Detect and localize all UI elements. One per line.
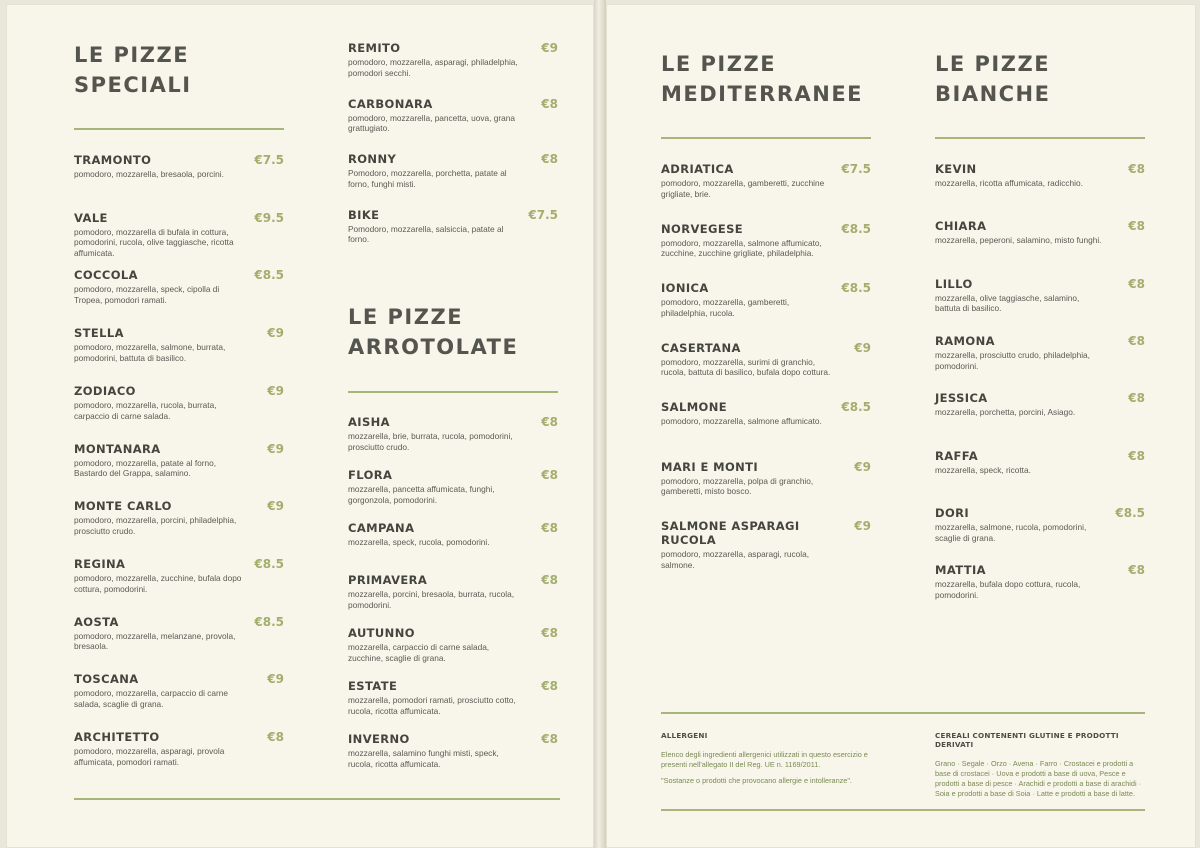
cereali-block [935, 731, 1145, 799]
pizza-price: €9 [854, 340, 871, 355]
menu-item [348, 521, 558, 548]
pizza-ingredients: mozzarella, pomodori ramati, prosciutto cotto, rucola, ricotta affumicata. [348, 695, 516, 716]
menu-item [74, 384, 284, 422]
menu-item [935, 162, 1145, 189]
menu-item [661, 162, 871, 200]
pizza-name: BIKE [348, 207, 380, 222]
pizza-ingredients: pomodoro, mozzarella, surimi di granchio, rucola, battuta di basilico, bufala dopo cottura. [661, 356, 831, 378]
pizza-ingredients: pomodoro, mozzarella, pancetta, uova, grana grattugiato. [348, 112, 515, 134]
cereali-title: CEREALI CONTENENTI GLUTINE E PRODOTTI DERIVATI [935, 731, 1119, 749]
menu-item-header [348, 679, 558, 693]
menu-item-header [935, 277, 1145, 291]
pizza-name: INVERNO [348, 731, 410, 746]
menu-item [348, 626, 558, 664]
pizza-price: €8 [1128, 448, 1145, 463]
pizza-ingredients: mozzarella, porcini, bresaola, burrata, rucola, pomodorini. [348, 589, 515, 611]
menu-item [935, 334, 1145, 372]
menu-item [661, 341, 871, 379]
pizza-ingredients: mozzarella, carpaccio di carne salada, zucchine, scaglie di grana. [348, 642, 490, 663]
menu-item [348, 208, 558, 246]
pizza-ingredients: mozzarella, pancetta affumicata, funghi, gorgonzola, pomodorini. [348, 483, 495, 505]
menu-item-header [348, 208, 558, 222]
menu-item [935, 506, 1145, 544]
pizza-name: CAMPANA [348, 520, 415, 535]
pizza-price: €9 [541, 41, 558, 55]
pizza-ingredients: pomodoro, mozzarella, zucchine, bufala dopo cottura, pomodorini. [74, 572, 242, 594]
menu-item-header [348, 732, 558, 746]
menu-item-header [661, 162, 871, 176]
allergeni-title: ALLERGENI [661, 731, 708, 740]
pizza-price: €9 [267, 383, 284, 398]
menu-item-header [74, 442, 284, 456]
pizza-name: AISHA [348, 415, 390, 429]
pizza-ingredients: Pomodoro, mozzarella, salsiccia, patate al forno. [348, 223, 504, 245]
pizza-price: €9.5 [254, 210, 284, 225]
allergeni-note: "Sostanze o prodotti che provocano allergie e intolleranze". [661, 776, 852, 785]
pizza-price: €8.5 [254, 614, 284, 629]
right-allergen-top-rule [661, 712, 1145, 714]
bianche-column [935, 49, 1145, 609]
menu-item-header [661, 222, 871, 236]
pizza-name: MONTE CARLO [74, 499, 172, 514]
pizza-price: €8 [541, 626, 558, 641]
menu-item [74, 557, 284, 595]
pizza-ingredients: pomodoro, mozzarella di bufala in cottura, pomodorini, rucola, olive taggiasche, ricotta affumicata. [74, 226, 234, 259]
pizza-ingredients: pomodoro, mozzarella, melanzane, provola, bresaola. [74, 630, 236, 652]
speciali-title-rule [74, 128, 284, 130]
menu-item-header [348, 521, 558, 535]
pizza-price: €8 [1128, 219, 1145, 234]
menu-item [661, 519, 871, 571]
pizza-name: CASERTANA [661, 340, 741, 355]
menu-item-header [935, 334, 1145, 348]
pizza-ingredients: pomodoro, mozzarella, asparagi, rucola, salmone. [661, 549, 810, 570]
pizza-ingredients: pomodoro, mozzarella, asparagi, provola affumicata, pomodori ramati. [74, 746, 225, 767]
menu-item [74, 499, 284, 537]
pizza-price: €8.5 [841, 221, 871, 236]
menu-item-header [348, 97, 558, 111]
menu-item-header [661, 400, 871, 414]
menu-item-header [661, 460, 871, 474]
menu-item [74, 211, 284, 259]
mediterranee-column [661, 49, 871, 609]
pizza-name: COCCOLA [74, 268, 138, 283]
menu-item [661, 222, 871, 260]
menu-item-header [74, 384, 284, 398]
pizza-price: €9 [267, 326, 284, 341]
menu-item-header [348, 41, 558, 55]
menu-item-header [74, 153, 284, 167]
pizza-price: €9 [267, 441, 284, 456]
pizza-name: AUTUNNO [348, 626, 415, 641]
menu-item [935, 563, 1145, 601]
arrotolate-title: LE PIZZE ARROTOLATE [348, 305, 519, 359]
menu-item [348, 468, 558, 506]
pizza-price: €8 [541, 96, 558, 111]
pizza-name: VALE [74, 210, 108, 225]
menu-item-header [348, 152, 558, 166]
pizza-ingredients: pomodoro, mozzarella, carpaccio di carne salada, scaglie di grana. [74, 688, 229, 710]
menu-item [74, 153, 284, 180]
pizza-price: €9 [854, 459, 871, 474]
pizza-price: €8 [1128, 276, 1145, 291]
pizza-price: €8.5 [1115, 505, 1145, 520]
menu-item-header [348, 573, 558, 587]
menu-item [661, 400, 871, 427]
pizza-ingredients: mozzarella, prosciutto crudo, philadelphia, pomodorini. [935, 349, 1090, 371]
pizza-price: €9 [854, 519, 871, 533]
pizza-ingredients: mozzarella, bufala dopo cottura, rucola, pomodorini. [935, 579, 1081, 600]
pizza-name: RONNY [348, 152, 397, 166]
menu-item-header [74, 730, 284, 744]
cereali-text: Grano · Segale · Orzo · Avena · Farro · Crostacei e prodotti a base di crostacei · Uova e prodotti a base di uova, Pesce e prodotti a base di pesce · Arachidi e prodotti a base di arachidi · Soia e prodotti a base di Soia · Latte e prodotti a base di latte. [935, 759, 1142, 798]
pizza-name: NORVEGESE [661, 221, 744, 236]
menu-item [348, 97, 558, 135]
pizza-ingredients: mozzarella, speck, ricotta. [935, 464, 1031, 475]
pizza-name: JESSICA [935, 391, 988, 406]
bianche-title-rule [935, 137, 1145, 139]
pizza-price: €8 [1128, 162, 1145, 176]
menu-item-header [348, 626, 558, 640]
menu-item-header [74, 672, 284, 686]
pizza-ingredients: pomodoro, mozzarella, speck, cipolla di Tropea, pomodori ramati. [74, 284, 220, 306]
allergeni-block [661, 731, 871, 786]
pizza-name: MARI E MONTI [661, 459, 759, 474]
pizza-ingredients: mozzarella, salmone, rucola, pomodorini, scaglie di grana. [935, 521, 1087, 543]
pizza-price: €9 [267, 672, 284, 687]
menu-item [661, 460, 871, 498]
pizza-price: €8 [541, 679, 558, 693]
pizza-ingredients: pomodoro, mozzarella, patate al forno, Bastardo del Grappa, salamino. [74, 457, 217, 479]
menu-item-header [661, 281, 871, 295]
pizza-price: €8.5 [841, 400, 871, 414]
menu-item-header [74, 615, 284, 629]
pizza-name: KEVIN [935, 162, 977, 176]
pizza-name: MONTANARA [74, 441, 161, 456]
menu-item-header [661, 519, 871, 547]
menu-item-header [935, 391, 1145, 405]
menu-item [935, 277, 1145, 315]
menu-item [74, 615, 284, 653]
menu-item-header [935, 506, 1145, 520]
pizza-ingredients: mozzarella, salamino funghi misti, speck, rucola, ricotta affumicata. [348, 747, 499, 769]
pizza-price: €8 [541, 152, 558, 166]
speciali-column [74, 40, 284, 780]
pizza-name: DORI [935, 505, 970, 520]
pizza-ingredients: pomodoro, mozzarella, gamberetti, philadelphia, rucola. [661, 297, 790, 318]
pizza-name: REGINA [74, 556, 126, 571]
menu-item [661, 281, 871, 319]
pizza-ingredients: pomodoro, mozzarella, salmone affumicato, zucchine, zucchine grigliate, philadelphia. [661, 237, 822, 259]
pizza-price: €8 [541, 467, 558, 482]
pizza-name: CARBONARA [348, 96, 433, 111]
pizza-ingredients: mozzarella, speck, rucola, pomodorini. [348, 536, 490, 547]
speciali-title: LE PIZZE SPECIALI [74, 43, 192, 97]
mediterranee-title-rule [661, 137, 871, 139]
pizza-name: FLORA [348, 467, 393, 482]
pizza-name: SALMONE ASPARAGI RUCOLA [661, 519, 800, 547]
menu-item [74, 268, 284, 306]
pizza-name: REMITO [348, 41, 401, 55]
menu-item-header [74, 557, 284, 571]
pizza-name: LILLO [935, 276, 973, 291]
speciali-continued-column [348, 41, 558, 261]
menu-item [935, 219, 1145, 246]
pizza-price: €8 [541, 415, 558, 429]
pizza-price: €8.5 [254, 556, 284, 571]
pizza-price: €8 [1128, 391, 1145, 406]
pizza-price: €8 [1128, 563, 1145, 578]
pizza-ingredients: mozzarella, porchetta, porcini, Asiago. [935, 407, 1076, 418]
pizza-ingredients: pomodoro, mozzarella, bresaola, porcini. [74, 169, 224, 179]
right-bottom-rule [661, 809, 1145, 811]
pizza-price: €8 [267, 730, 284, 744]
pizza-name: PRIMAVERA [348, 573, 428, 588]
arrotolate-column [348, 302, 558, 782]
pizza-price: €8 [541, 573, 558, 588]
pizza-name: ARCHITETTO [74, 730, 160, 744]
left-bottom-rule [74, 798, 560, 800]
pizza-name: STELLA [74, 326, 124, 341]
pizza-price: €7.5 [841, 162, 871, 176]
menu-item-header [935, 563, 1145, 577]
menu-item [74, 442, 284, 480]
pizza-ingredients: mozzarella, olive taggiasche, salamino, battuta di basilico. [935, 292, 1080, 314]
pizza-ingredients: pomodoro, mozzarella, polpa di granchio, gamberetti, misto bosco. [661, 475, 814, 497]
menu-item-header [935, 162, 1145, 176]
pizza-name: RAMONA [935, 333, 995, 348]
pizza-ingredients: pomodoro, mozzarella, rucola, burrata, carpaccio di carne salada. [74, 399, 217, 421]
pizza-ingredients: pomodoro, mozzarella, porcini, philadelphia, prosciutto crudo. [74, 515, 237, 536]
pizza-name: CHIARA [935, 219, 987, 234]
pizza-name: SALMONE [661, 400, 728, 414]
pizza-name: ESTATE [348, 679, 398, 693]
menu-item-header [661, 341, 871, 355]
pizza-price: €8.5 [254, 268, 284, 283]
pizza-name: MATTIA [935, 563, 986, 578]
menu-item-header [935, 219, 1145, 233]
menu-item-header [74, 268, 284, 282]
menu-item [74, 672, 284, 710]
pizza-ingredients: pomodoro, mozzarella, asparagi, philadelphia, pomodori secchi. [348, 57, 518, 78]
menu-item-header [348, 415, 558, 429]
menu-item [348, 152, 558, 190]
pizza-name: TOSCANA [74, 672, 139, 687]
menu-item [74, 730, 284, 768]
menu-item [348, 415, 558, 453]
pizza-price: €8 [1128, 333, 1145, 348]
pizza-ingredients: Pomodoro, mozzarella, porchetta, patate al forno, funghi misti. [348, 168, 507, 189]
pizza-ingredients: pomodoro, mozzarella, salmone affumicato. [661, 416, 822, 426]
pizza-name: TRAMONTO [74, 153, 152, 167]
pizza-price: €8 [541, 731, 558, 746]
menu-item-header [74, 499, 284, 513]
menu-item [348, 41, 558, 79]
menu-item-header [348, 468, 558, 482]
menu-item [348, 732, 558, 770]
mediterranee-title: LE PIZZE MEDITERRANEE [661, 52, 864, 106]
menu-item-header [74, 326, 284, 340]
pizza-price: €8.5 [841, 281, 871, 295]
menu-item [935, 449, 1145, 476]
pizza-price: €9 [267, 499, 284, 514]
pizza-ingredients: pomodoro, mozzarella, salmone, burrata, pomodorini, battuta di basilico. [74, 342, 226, 363]
pizza-ingredients: mozzarella, ricotta affumicata, radicchio. [935, 178, 1083, 188]
pizza-ingredients: mozzarella, brie, burrata, rucola, pomodorini, prosciutto crudo. [348, 431, 513, 452]
menu-item-header [74, 211, 284, 225]
pizza-name: ADRIATICA [661, 162, 734, 176]
menu-item-header [935, 449, 1145, 463]
pizza-name: AOSTA [74, 614, 119, 629]
pizza-price: €7.5 [528, 207, 558, 222]
allergeni-text: Elenco degli ingredienti allergenici utilizzati in questo esercizio e presenti nell'allegato II del Reg. UE n. 1169/2011. [661, 750, 868, 769]
menu-item [348, 679, 558, 717]
pizza-name: RAFFA [935, 448, 979, 463]
pizza-ingredients: mozzarella, peperoni, salamino, misto funghi. [935, 235, 1102, 246]
pizza-price: €8 [541, 520, 558, 535]
menu-item [74, 326, 284, 364]
menu-spine [594, 0, 606, 848]
pizza-price: €7.5 [254, 153, 284, 167]
bianche-title: LE PIZZE BIANCHE [935, 52, 1051, 106]
menu-item [935, 391, 1145, 418]
arrotolate-title-rule [348, 391, 558, 393]
pizza-name: ZODIACO [74, 383, 136, 398]
pizza-name: IONICA [661, 281, 709, 295]
menu-item [348, 573, 558, 611]
pizza-ingredients: pomodoro, mozzarella, gamberetti, zucchine grigliate, brie. [661, 178, 825, 199]
